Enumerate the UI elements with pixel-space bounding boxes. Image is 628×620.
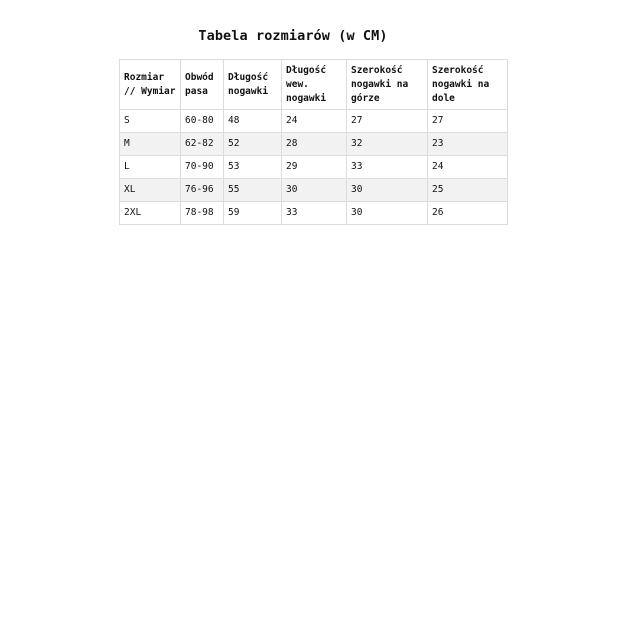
- cell-leg-width-bottom: 23: [428, 133, 508, 156]
- table-header: [120, 60, 508, 110]
- cell-size: 2XL: [120, 202, 181, 225]
- page-title: Tabela rozmiarów (w CM): [198, 28, 388, 44]
- cell-leg-width-top: 30: [347, 202, 428, 225]
- size-chart-table: [119, 59, 508, 225]
- table-row: [120, 133, 508, 156]
- table-row: [120, 156, 508, 179]
- cell-leg-width-bottom: 24: [428, 156, 508, 179]
- cell-leg-length: 59: [224, 202, 282, 225]
- cell-leg-width-top: 30: [347, 179, 428, 202]
- cell-leg-width-top: 33: [347, 156, 428, 179]
- cell-inseam: 24: [282, 110, 347, 133]
- table-row: [120, 202, 508, 225]
- header-size-dimension: Rozmiar // Wymiar: [120, 60, 181, 110]
- cell-leg-length: 53: [224, 156, 282, 179]
- cell-size: XL: [120, 179, 181, 202]
- table-row: [120, 110, 508, 133]
- header-leg-width-bottom: Szerokość nogawki na dole: [428, 60, 508, 110]
- cell-leg-length: 48: [224, 110, 282, 133]
- cell-leg-length: 55: [224, 179, 282, 202]
- cell-size: S: [120, 110, 181, 133]
- cell-leg-width-bottom: 27: [428, 110, 508, 133]
- header-leg-width-top: Szerokość nogawki na górze: [347, 60, 428, 110]
- cell-leg-width-top: 27: [347, 110, 428, 133]
- table-header-row: [120, 60, 508, 110]
- cell-waist: 70-90: [181, 156, 224, 179]
- header-leg-length: Długość nogawki: [224, 60, 282, 110]
- cell-waist: 62-82: [181, 133, 224, 156]
- table-body: [120, 110, 508, 225]
- header-inseam: Długość wew. nogawki: [282, 60, 347, 110]
- cell-leg-width-top: 32: [347, 133, 428, 156]
- cell-inseam: 29: [282, 156, 347, 179]
- cell-waist: 76-96: [181, 179, 224, 202]
- cell-size: M: [120, 133, 181, 156]
- cell-leg-width-bottom: 25: [428, 179, 508, 202]
- cell-inseam: 30: [282, 179, 347, 202]
- header-waist: Obwód pasa: [181, 60, 224, 110]
- table-row: [120, 179, 508, 202]
- cell-inseam: 28: [282, 133, 347, 156]
- cell-size: L: [120, 156, 181, 179]
- cell-waist: 78-98: [181, 202, 224, 225]
- cell-leg-width-bottom: 26: [428, 202, 508, 225]
- cell-inseam: 33: [282, 202, 347, 225]
- cell-leg-length: 52: [224, 133, 282, 156]
- cell-waist: 60-80: [181, 110, 224, 133]
